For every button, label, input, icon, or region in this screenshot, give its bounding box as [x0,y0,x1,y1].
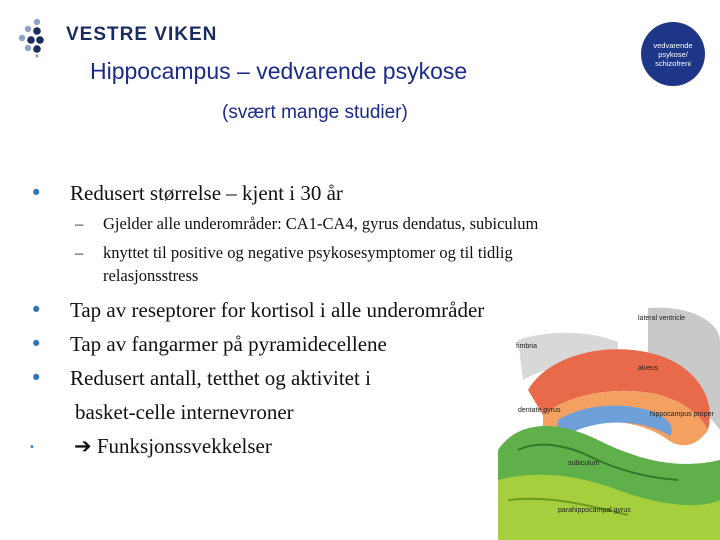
bullet-item [30,298,485,323]
bullet-dot-icon: • [30,181,43,205]
slide-subtitle: (svært mange studier) [222,102,408,123]
dash-icon: – [75,243,84,262]
slide-title: Hippocampus – vedvarende psykose [90,58,468,84]
figure-label: alveus [638,365,659,372]
bullet-text: ➔ Funksjonssvekkelser [74,434,272,458]
sub-bullet-text: relasjonsstress [103,266,199,285]
hippocampus-illustration [498,300,720,540]
figure-label: lateral ventricle [638,315,686,322]
bullet-dot-icon: • [29,442,35,453]
logo-text: VESTRE VIKEN [66,24,218,45]
bullet-text: basket-celle internevroner [75,400,294,424]
bullet-item [29,434,272,459]
sub-bullet-item [75,214,539,234]
badge-text: vedvarende psykose/ schizofreni [653,40,693,68]
bullet-item [30,332,387,357]
bullet-dot-icon: • [30,298,43,322]
sub-bullet-text: Gjelder alle underområder: CA1-CA4, gyrus dendatus, subiculum [103,214,539,233]
logo-dots-icon [18,18,66,58]
bullet-item [30,181,343,206]
sub-bullet-text: knyttet til positive og negative psykosesymptomer og til tidlig [103,243,513,262]
dash-icon: – [75,214,84,233]
bullet-text: Tap av fangarmer på pyramidecellene [70,332,387,356]
figure-label: fimbria [516,343,538,350]
topic-badge [641,22,705,86]
figure-label: dentate gyrus [518,407,561,414]
logo [18,18,218,58]
figure-label: hippocampus proper [650,411,714,418]
bullet-dot-icon: • [30,332,43,356]
bullet-dot-icon: • [30,366,43,390]
figure-label: subiculum [568,460,600,467]
bullet-item [30,366,371,391]
figure-label: parahippocampal gyrus [558,507,631,514]
bullet-continuation [75,400,294,425]
sub-bullet-continuation [103,266,198,286]
bullet-text: Redusert størrelse – kjent i 30 år [70,181,343,205]
bullet-text: Redusert antall, tetthet og aktivitet i [70,366,371,390]
sub-bullet-item [75,243,513,263]
bullet-text: Tap av reseptorer for kortisol i alle underområder [70,298,485,322]
